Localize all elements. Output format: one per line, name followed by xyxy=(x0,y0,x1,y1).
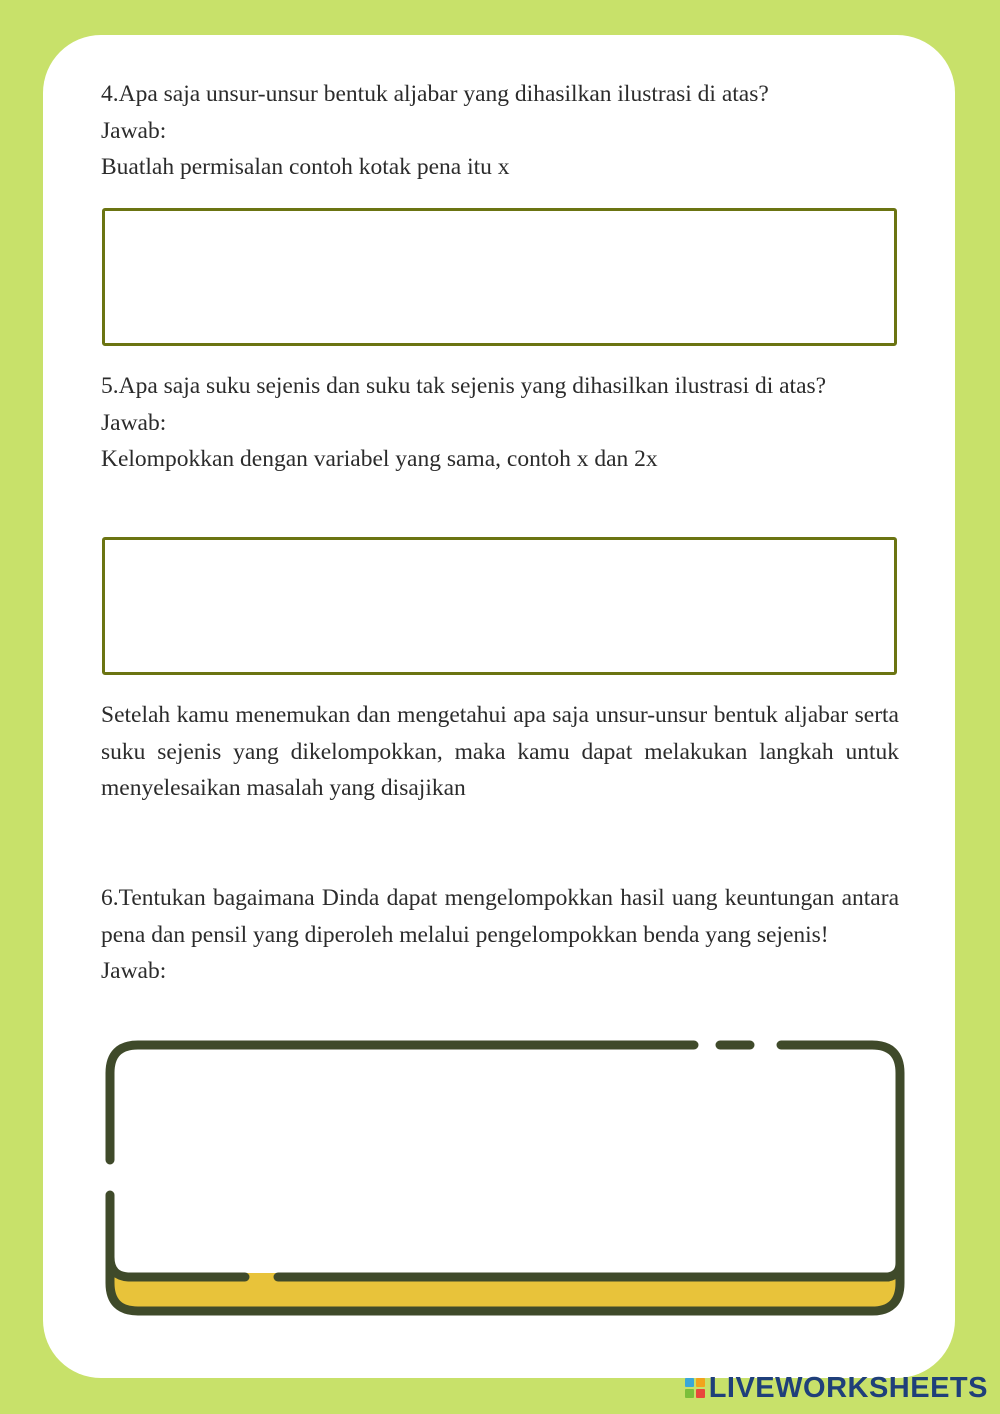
question-6-answer-label: Jawab: xyxy=(101,958,167,984)
question-6-text: 6.Tentukan bagaimana Dinda dapat mengelompokkan hasil uang keuntungan antara pena dan pensil yang diperoleh melalui pengelompokkan benda yang sejenis! xyxy=(101,885,899,948)
liveworksheets-logo-icon xyxy=(685,1378,705,1398)
instruction-paragraph: Setelah kamu menemukan dan mengetahui apa saja unsur-unsur bentuk aljabar serta suku sejenis yang dikelompokkan, maka kamu dapat melakukan langkah untuk menyelesaikan masalah yang disajikan xyxy=(101,702,899,801)
question-4-answer-label: Jawab: xyxy=(101,117,167,144)
logo-square-v xyxy=(685,1389,694,1398)
question-6-block xyxy=(101,880,899,990)
question-5-hint: Kelompokkan dengan variabel yang sama, contoh x dan 2x xyxy=(101,446,658,472)
answer-box-6[interactable] xyxy=(100,1035,910,1325)
answer-box-5[interactable] xyxy=(102,537,897,675)
logo-square-l xyxy=(685,1378,694,1387)
logo-square-e xyxy=(696,1389,705,1398)
answer-box-6-frame xyxy=(100,1035,910,1325)
liveworksheets-text: LIVEWORKSHEETS xyxy=(708,1371,988,1404)
question-4-text: 4.Apa saja unsur-unsur bentuk aljabar yang dihasilkan ilustrasi di atas? xyxy=(101,81,769,107)
question-4-block xyxy=(101,76,899,186)
question-5-text: 5.Apa saja suku sejenis dan suku tak sejenis yang dihasilkan ilustrasi di atas? xyxy=(101,373,827,399)
instruction-paragraph-block xyxy=(101,697,899,807)
liveworksheets-watermark xyxy=(685,1370,988,1406)
question-4-hint: Buatlah permisalan contoh kotak pena itu x xyxy=(101,154,510,180)
question-5-block xyxy=(101,368,899,478)
logo-square-i xyxy=(696,1378,705,1387)
answer-box-4[interactable] xyxy=(102,208,897,346)
question-5-answer-label: Jawab: xyxy=(101,409,167,436)
